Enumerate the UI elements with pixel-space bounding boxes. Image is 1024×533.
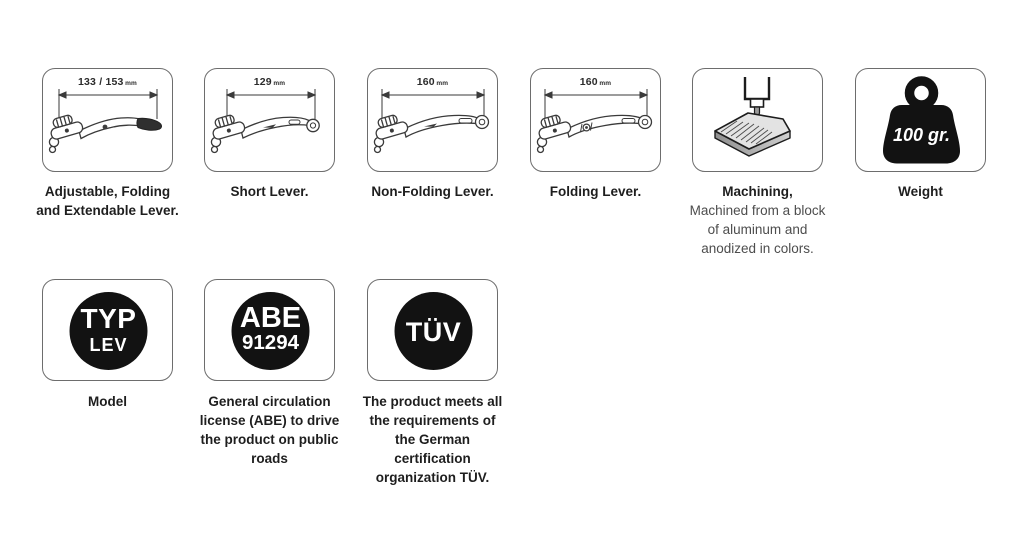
feature-caption: [184, 392, 356, 468]
machining-icon: [693, 69, 824, 173]
model-tile: [42, 279, 173, 381]
typ-lev-badge-icon: [43, 280, 174, 382]
dimension-unit: mm: [273, 80, 286, 87]
dimension-label: [43, 76, 172, 88]
caption-line: roads: [251, 451, 288, 466]
feature-card-non-folding-lever: [367, 68, 498, 199]
feature-caption: [22, 392, 194, 411]
adjustable-lever-tile: [42, 68, 173, 172]
feature-card-adjustable-lever: [36, 68, 179, 218]
abe-tile: [204, 279, 335, 381]
caption-line: anodized in colors.: [701, 241, 814, 256]
feature-card-folding-lever: [530, 68, 661, 199]
short-lever-tile: [204, 68, 335, 172]
caption-line: Machining,: [722, 184, 793, 199]
dimension-unit: mm: [125, 80, 138, 87]
badge-line1: TYP: [80, 303, 137, 334]
caption-line: Short Lever.: [230, 184, 309, 199]
caption-line: Model: [88, 394, 127, 409]
caption-line: the requirements of: [369, 413, 496, 428]
weight-value-label: 100 gr.: [892, 125, 951, 145]
feature-caption: [835, 182, 1007, 201]
machining-tile: [692, 68, 823, 172]
feature-caption: [22, 182, 194, 220]
caption-line: The product meets all: [362, 394, 503, 409]
folding-lever-tile: [530, 68, 661, 172]
weight-icon: [856, 69, 987, 173]
feature-card-abe-license: [199, 279, 340, 466]
weight-tile: [855, 68, 986, 172]
dimension-unit: mm: [436, 80, 449, 87]
caption-line: the product on public: [200, 432, 339, 447]
feature-caption: [672, 182, 844, 258]
dimension-value: 160: [416, 76, 435, 88]
caption-line: Non-Folding Lever.: [371, 184, 494, 199]
caption-line: Weight: [898, 184, 943, 199]
caption-line: and Extendable Lever.: [36, 203, 179, 218]
tuv-tile: [367, 279, 498, 381]
feature-caption: [347, 392, 519, 487]
dimension-value: 129: [253, 76, 272, 88]
dimension-value: 133 / 153: [77, 76, 124, 88]
caption-line: General circulation: [208, 394, 331, 409]
non-folding-lever-tile: [367, 68, 498, 172]
caption-line: Machined from a block: [689, 203, 826, 218]
feature-card-short-lever: [204, 68, 335, 199]
dimension-label: [368, 76, 497, 88]
feature-caption: [510, 182, 682, 201]
caption-line: of aluminum and: [707, 222, 808, 237]
dimension-unit: mm: [599, 80, 612, 87]
feature-caption: [347, 182, 519, 201]
caption-line: the German: [394, 432, 471, 447]
caption-line: Adjustable, Folding: [44, 184, 171, 199]
tuv-badge-icon: [368, 280, 499, 382]
abe-badge-icon: [205, 280, 336, 382]
dimension-label: [205, 76, 334, 88]
caption-line: Folding Lever.: [549, 184, 642, 199]
dimension-value: 160: [579, 76, 598, 88]
badge-line1: ABE: [239, 302, 302, 334]
feature-card-weight: [855, 68, 986, 199]
feature-card-tuv-certification: [362, 279, 503, 485]
caption-line: license (ABE) to drive: [199, 413, 340, 428]
feature-card-model: [42, 279, 173, 409]
feature-card-machining: [689, 68, 826, 256]
badge-line2: LEV: [89, 335, 128, 355]
badge-line1: TÜV: [405, 317, 462, 347]
caption-line: certification: [394, 451, 471, 466]
dimension-label: [531, 76, 660, 88]
feature-caption: [184, 182, 356, 201]
caption-line: organization TÜV.: [375, 470, 490, 485]
badge-line2: 91294: [241, 331, 300, 354]
